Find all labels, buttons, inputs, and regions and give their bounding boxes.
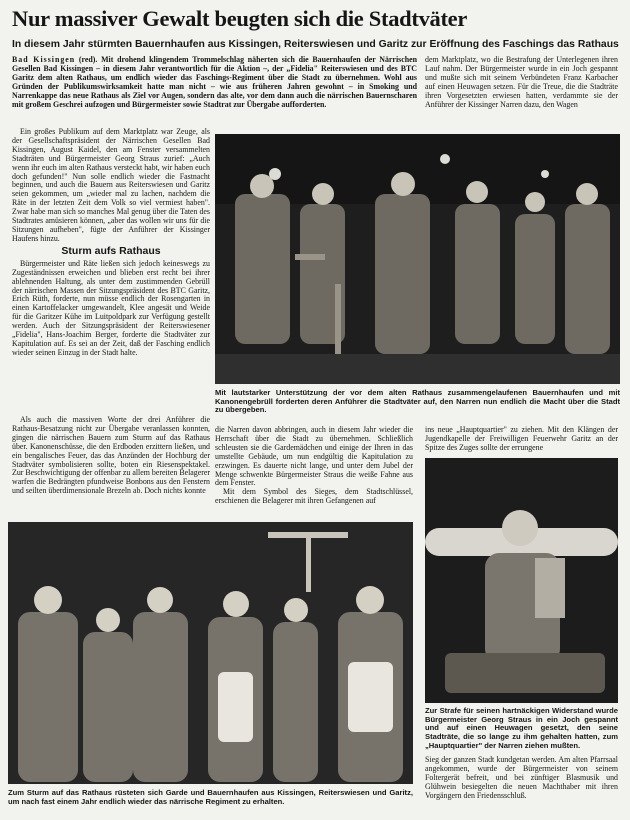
column-1-top (12, 128, 210, 358)
photo-buergermeister-joch (425, 458, 618, 703)
lead-text: (red). Mit drohend klingendem Trommelschlag näherten sich die Bauernhaufen der Närrischen Gesellen Bad Kissingen – in diesem Jahr verantwortlich für die Aktion –, der „Fidelia" Reiterswiesen und des BTC Garitz dem alten Rathaus, um endlich wieder das Faschings-Regiment über die Stadt zu übernehmen. Wohl aus Gründen der Publikumswirksamkeit hatte man nicht – wie aus früheren Jahren gewohnt – in Smoking und Narrenkappe das neue Rathaus als Ziel vor Augen, sondern das alte, vor dem dann auch die närrischen Bauernscharen mit großem Geschrei aufzogen und Bürgermeister sowie Stadtrat zur Übergabe aufforderten. (12, 55, 417, 109)
subheadline: In diesem Jahr stürmten Bauernhaufen aus Kissingen, Reiterswiesen und Garitz zur Eröffnung des Faschings das Rathaus (12, 39, 619, 50)
caption-bottom-left-photo: Zum Sturm auf das Rathaus rüsteten sich Garde und Bauernhaufen aus Kissingen, Reiterswiesen und Garitz, um nach fast einem Jahr endlich wieder das närrische Regiment zu erhalten. (8, 788, 413, 806)
body-paragraph: die Narren davon abbringen, auch in diesem Jahr wieder die Herrschaft über die Stadt zu übernehmen. Schließlich schleusten sie die Gardemädchen und einige der Ihren in das umstellte Gebäude, um nun endgültig die Kapitulation zu erzwingen. Es dauerte nicht lange, und unter dem Jubel der Menge schwenkte Bürgermeister Straus die weiße Fahne aus dem Fenster. (215, 425, 413, 488)
subhead: Sturm aufs Rathaus (61, 244, 161, 257)
column-1-bottom (12, 416, 210, 496)
body-paragraph: Mit dem Symbol des Sieges, dem Stadtschlüssel, erschienen die Belagerer mit ihren Gefangenen auf (215, 487, 413, 506)
body-paragraph: Bürgermeister und Räte ließen sich jedoch keineswegs zu Zugeständnissen erweichen und blieben erst recht bei ihrer ablehnenden Haltung, als unter dem zustimmenden Gebrüll der närrischen Massen der Sitzungspräsident des BTC Garitz, Erich Rüth, forderte, nun müsse endlich der Rosengarten in einen Kartoffelacker umgewandelt, Klee angesät und Weide für die Garitzer Kühe im Luitpoldpark zur Verfügung gestellt werden. Auch der Sitzungspräsident der Reiterswiesener „Fidelia", Hans-Joachim Berger, forderte die Stadtväter zur Kapitulation auf. Es sei an der Zeit, daß der Fasching endlich wieder seinen Einzug in der Stadt halte. (12, 258, 210, 357)
column-2 (215, 426, 413, 506)
column-3-bottom (425, 756, 618, 801)
caption-top-photo: Mit lautstarker Unterstützung der vor dem alten Rathaus zusammengelaufenen Bauernhaufen und mit Kanonengebrüll forderten deren Anführer die Stadtväter auf, den Narren nun endlich die Macht über die Stadt zu übergeben. (215, 388, 620, 415)
photo-rathaus-crowd (215, 134, 620, 384)
body-paragraph: Als auch die massiven Worte der drei Anführer die Rathaus-Besatzung nicht zur Übergabe veranlassen konnten, gingen die närrischen Bauern zum Sturm auf das Rathaus über. Kanonenschüsse, die den Erdboden erzittern ließen, und ein bengalisches Feuer, das das Anzünden der Hochburg der Stadtväter symbolisieren sollte, boten ein Riesenspektakel. Zur Beschwichtigung der offenbar zu allem bereiten Belagerer warfen die Bedrängten pfundweise Bonbons aus den Fenstern und seilten überdimensionale Brezeln ab. Doch nichts konnte (12, 415, 210, 496)
lead-paragraph (12, 56, 417, 109)
body-paragraph: ins neue „Hauptquartier" zu ziehen. Mit den Klängen der Jugendkapelle der Freiwilligen Feuerwehr Garitz an der Spitze des Zuges sollte der errungene (425, 425, 618, 452)
body-paragraph: dem Marktplatz, wo die Bestrafung der Unterlegenen ihren Lauf nahm. Der Bürgermeister wurde in ein Joch gespannt und mußte sich mit seinem Verbündeten Franz Karbacher auf einen Heuwagen setzen. Für die Treue, die die Stadträte ihren Vorgesetzten erwiesen hatten, verdammte sie der Anführer der Kissinger Narren dazu, den Wagen (425, 55, 618, 109)
body-paragraph: Ein großes Publikum auf dem Marktplatz war Zeuge, als der Gesellschaftspräsident der Närrischen Gesellen Bad Kissingen, August Kaidel, den am Fenster versammelten Stadträten und Bürgermeister Georg Straus zurief: „Auch wenn ihr euch im alten Rathaus versteckt habt, wir haben euch doch gefunden!" Nun solle endlich wieder die Fastnacht beginnen, und auch die Bauern aus Reiterswiesen und Garitz seien gekommen, um „wieder mal zu lachen, nachdem die Räte in der letzten Zeit dem Volk so viel vermiest haben". Zwar habe man sich so manches Mal genug über die Taten des Stadtrates amüsieren können, „aber das wollen wir uns für die Sitzungen aufheben", fügte der Anführer der Kissinger Haufens hinzu. (12, 127, 210, 243)
headline: Nur massiver Gewalt beugten sich die Stadtväter (12, 6, 468, 31)
column-3-mid (425, 426, 618, 453)
column-3-top (425, 56, 618, 109)
body-paragraph: Sieg der ganzen Stadt kundgetan werden. Am alten Pfarrsaal angekommen, wurde der Bürgermeister von seinem Foltergerät befreit, und bei zünftiger Blasmusik und Glühwein besiegelten die neuen Machthaber mit ihren Vorgängern den Friedensschluß. (425, 755, 618, 800)
photo-garde-bauernhaufen (8, 522, 413, 784)
lead-dateline: Bad Kissingen (12, 55, 76, 64)
caption-right-photo: Zur Strafe für seinen hartnäckigen Widerstand wurde Bürgermeister Georg Straus in ein Joch gespannt und auf einen Heuwagen gesetzt, den seine Stadträte, die so lange zu ihm gehalten hatten, zum „Hauptquartier" der Narren ziehen mußten. (425, 706, 618, 750)
